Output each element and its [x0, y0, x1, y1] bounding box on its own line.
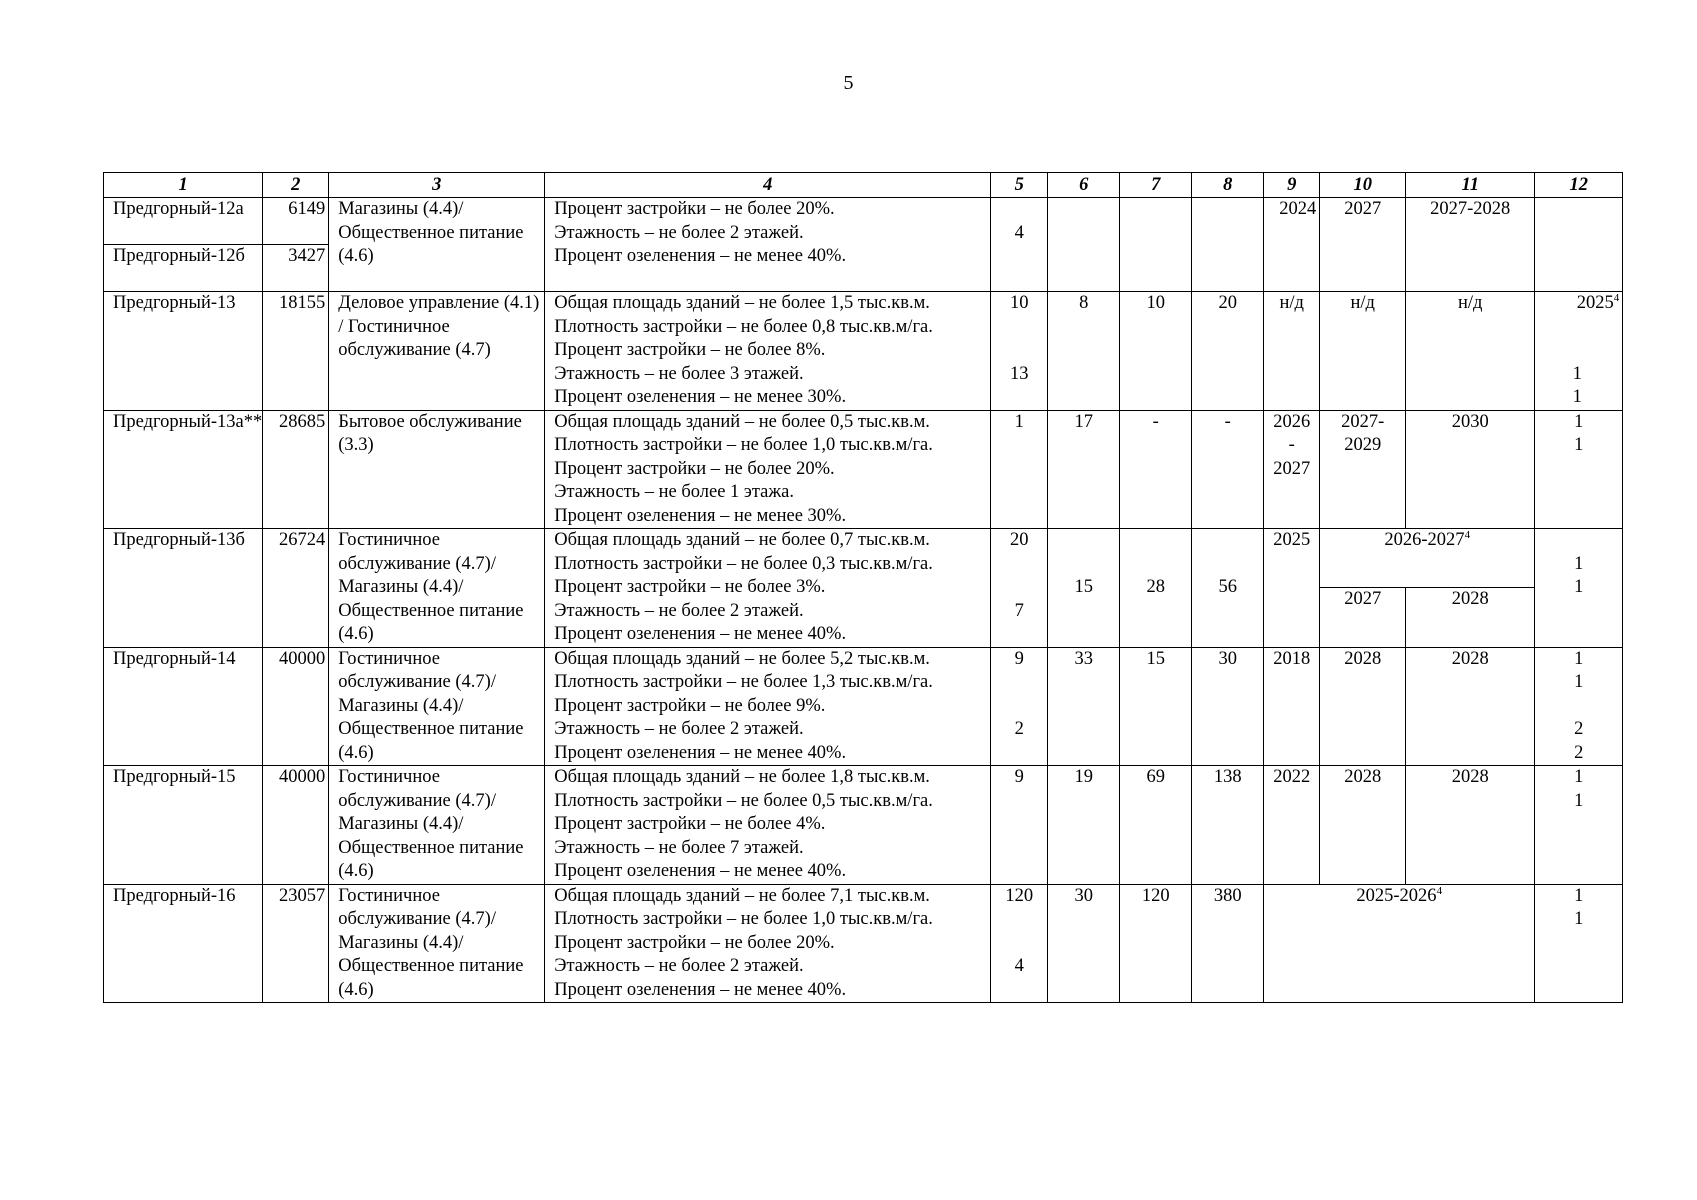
col12-line: 1 [1574, 767, 1584, 787]
col12-line: 1 [1574, 672, 1584, 692]
col10-11-merged [1320, 529, 1535, 588]
col8-cell: - [1192, 410, 1264, 529]
col7-cell: 15 [1120, 647, 1192, 766]
param-line: Плотность застройки – не более 1,0 тыс.кв.м/га. [554, 435, 933, 455]
col9-cell: 2022 [1264, 766, 1320, 885]
parcel-area: 26724 [263, 529, 329, 648]
column-header: 6 [1048, 173, 1120, 198]
building-params [545, 647, 991, 766]
building-params [545, 884, 991, 1003]
col6-cell: 19 [1048, 766, 1120, 885]
col12-line: 1 [1574, 553, 1584, 574]
col8-cell: 138 [1192, 766, 1264, 885]
table-row [104, 292, 1623, 411]
col5-line [991, 695, 1047, 719]
land-use: Гостиничное обслуживание (4.7)/ Магазины (4.4)/ Общественное питание (4.6) [329, 647, 545, 766]
col12-cell [1535, 410, 1623, 529]
parcel-name: Предгорный-14 [104, 647, 263, 766]
building-params [545, 410, 991, 529]
column-header: 3 [329, 173, 545, 198]
col5-line: 20 [1009, 530, 1029, 550]
col7-cell: 10 [1120, 292, 1192, 411]
col5-line: 4 [1014, 956, 1024, 976]
col6-cell: 30 [1048, 884, 1120, 1003]
col9-line: - [1288, 435, 1295, 455]
col5-cell [991, 647, 1048, 766]
col12-line: 1 [1574, 909, 1584, 929]
col8-cell: 380 [1192, 884, 1264, 1003]
col5-cell [991, 410, 1048, 529]
param-line: Общая площадь зданий – не более 5,2 тыс.кв.м. [554, 648, 930, 669]
column-header: 2 [263, 173, 329, 198]
col9-cell [1264, 410, 1320, 529]
table-row [104, 766, 1623, 885]
col5-line: 9 [1014, 767, 1024, 787]
parcel-name: Предгорный-12а [104, 198, 263, 245]
param-line: Этажность – не более 2 этажей. [554, 222, 804, 243]
col11-cell: 2027-2028 [1406, 198, 1535, 292]
table-row [104, 410, 1623, 529]
param-line: Плотность застройки – не более 1,0 тыс.кв.м/га. [554, 909, 933, 929]
col12-line: 1 [1572, 363, 1582, 384]
col12-cell [1535, 198, 1623, 292]
column-header: 5 [991, 173, 1048, 198]
land-use: Гостиничное обслуживание (4.7)/ Магазины (4.4)/ Общественное питание (4.6) [329, 766, 545, 885]
column-header: 7 [1120, 173, 1192, 198]
column-header: 1 [104, 173, 263, 198]
param-line: Общая площадь зданий – не более 7,1 тыс.кв.м. [554, 885, 930, 906]
land-use: Бытовое обслуживание (3.3) [329, 410, 545, 529]
col5-line [991, 339, 1047, 363]
col5-line [991, 553, 1047, 577]
col5-line: 4 [1014, 222, 1024, 243]
parcel-area: 28685 [263, 410, 329, 529]
col12-cell [1535, 647, 1623, 766]
column-header: 10 [1320, 173, 1406, 198]
col12-cell [1535, 529, 1623, 648]
param-line: Процент озеленения – не менее 40%. [554, 861, 847, 881]
column-header: 12 [1535, 173, 1623, 198]
param-line: Этажность – не более 1 этажа. [554, 482, 794, 502]
col12-line: 1 [1574, 411, 1584, 432]
building-params [545, 292, 991, 411]
col8-cell: 20 [1192, 292, 1264, 411]
col11-cell: 2028 [1406, 647, 1535, 766]
footnote-ref: 4 [1613, 292, 1620, 304]
col12-line: 1 [1572, 387, 1582, 407]
col5-line: 2 [1014, 719, 1024, 739]
col5-line [991, 908, 1047, 932]
col11-cell: 2030 [1406, 410, 1535, 529]
table-row [104, 884, 1623, 1003]
col10-cell: 2028 [1320, 766, 1406, 885]
col9-cell: 2018 [1264, 647, 1320, 766]
col5-line [991, 576, 1047, 600]
col10-cell [1320, 410, 1406, 529]
param-line: Общая площадь зданий – не более 1,8 тыс.кв.м. [554, 767, 930, 787]
building-params [545, 529, 991, 648]
param-line: Этажность – не более 2 этажей. [554, 600, 804, 621]
param-line: Процент застройки – не более 3%. [554, 577, 826, 597]
col9-line: 2026 [1273, 411, 1311, 432]
col12-cell [1535, 292, 1623, 411]
param-line: Процент застройки – не более 20%. [554, 932, 835, 953]
col9-11-merged [1264, 884, 1535, 1003]
col7-cell: - [1120, 410, 1192, 529]
col9-cell: н/д [1264, 292, 1320, 411]
param-line: Процент озеленения – не менее 30%. [554, 387, 847, 407]
col11-cell: 2028 [1406, 766, 1535, 885]
column-header: 8 [1192, 173, 1264, 198]
param-line: Плотность застройки – не более 0,3 тыс.кв.м/га. [554, 553, 933, 574]
col5-line [991, 316, 1047, 340]
col5-cell [991, 766, 1048, 885]
param-line: Этажность – не более 2 этажей. [554, 956, 804, 976]
col10-line: 2029 [1344, 435, 1382, 455]
parcel-area: 3427 [263, 245, 329, 292]
param-line: Общая площадь зданий – не более 1,5 тыс.кв.м. [554, 293, 930, 313]
param-line: Плотность застройки – не более 0,5 тыс.кв.м/га. [554, 790, 933, 811]
param-line: Общая площадь зданий – не более 0,7 тыс.кв.м. [554, 530, 930, 550]
parcel-area: 40000 [263, 766, 329, 885]
col10-cell: н/д [1320, 292, 1406, 411]
param-line: Этажность – не более 7 этажей. [554, 837, 804, 858]
param-line: Процент озеленения – не менее 40%. [554, 979, 847, 1000]
parcel-name: Предгорный-15 [104, 766, 263, 885]
col10-cell: 2027 [1320, 198, 1406, 292]
col5-cell [991, 884, 1048, 1003]
param-line: Общая площадь зданий – не более 0,5 тыс.кв.м. [554, 411, 930, 432]
land-use: Магазины (4.4)/ Общественное питание (4.6) [329, 198, 545, 292]
parcel-name: Предгорный-12б [104, 245, 263, 292]
column-header: 4 [545, 173, 991, 198]
land-use: Деловое управление (4.1) / Гостиничное обслуживание (4.7) [329, 292, 545, 411]
param-line: Процент застройки – не более 20%. [554, 199, 835, 219]
col8-cell [1192, 198, 1264, 292]
col9-cell: 2025 [1264, 529, 1320, 648]
building-params [545, 766, 991, 885]
col11-cell: н/д [1406, 292, 1535, 411]
parcel-area: 18155 [263, 292, 329, 411]
col11-cell: 2028 [1406, 588, 1535, 647]
col9-cell: 2024 [1264, 198, 1320, 292]
col5-cell [991, 292, 1048, 411]
col5-cell [991, 198, 1048, 292]
zoning-table [103, 172, 1623, 1003]
footnote-ref: 4 [1436, 884, 1443, 897]
col5-line [991, 932, 1047, 956]
col10-cell: 2027 [1320, 588, 1406, 647]
param-line: Процент застройки – не более 9%. [554, 695, 826, 716]
col6-cell: 15 [1048, 529, 1120, 648]
param-line: Процент озеленения – не менее 30%. [554, 505, 847, 526]
param-line: Процент застройки – не более 8%. [554, 340, 826, 360]
col7-cell: 69 [1120, 766, 1192, 885]
col12-line: 2 [1574, 742, 1584, 763]
col12-line: 1 [1574, 577, 1584, 597]
col12-line: 1 [1574, 885, 1584, 906]
col5-line [991, 198, 1047, 222]
col7-cell: 28 [1120, 529, 1192, 648]
param-line: Этажность – не более 3 этажей. [554, 363, 804, 384]
param-line: Плотность застройки – не более 0,8 тыс.кв.м/га. [554, 316, 933, 337]
col5-line: 1 [1014, 411, 1024, 432]
col12-line: 1 [1574, 790, 1584, 811]
parcel-name: Предгорный-13 [104, 292, 263, 411]
col12-line: 1 [1574, 435, 1584, 455]
parcel-name: Предгорный-13б [104, 529, 263, 648]
col9-line: 2027 [1273, 458, 1311, 479]
col6-cell: 8 [1048, 292, 1120, 411]
parcel-area: 23057 [263, 884, 329, 1003]
col8-cell: 56 [1192, 529, 1264, 648]
table-row [104, 529, 1623, 588]
col7-cell: 120 [1120, 884, 1192, 1003]
col10-cell: 2028 [1320, 647, 1406, 766]
parcel-name: Предгорный-13а** [104, 410, 263, 529]
col5-line: 9 [1014, 648, 1024, 669]
col8-cell: 30 [1192, 647, 1264, 766]
column-header: 9 [1264, 173, 1320, 198]
col12-line [1535, 339, 1619, 363]
col12-line: 1 [1574, 648, 1584, 669]
col6-cell: 33 [1048, 647, 1120, 766]
parcel-name: Предгорный-16 [104, 884, 263, 1003]
col5-cell [991, 529, 1048, 648]
col5-line: 7 [1014, 600, 1024, 621]
col12-year [1535, 292, 1619, 316]
col12-cell [1535, 884, 1623, 1003]
column-header: 11 [1406, 173, 1535, 198]
header-row [104, 173, 1623, 198]
building-params [545, 198, 991, 292]
col7-cell [1120, 198, 1192, 292]
col5-line: 120 [1005, 885, 1034, 906]
date-range: 2025-2026 [1356, 885, 1437, 906]
col12-line [1535, 529, 1622, 553]
col6-cell: 17 [1048, 410, 1120, 529]
footnote-ref: 4 [1464, 529, 1471, 541]
col6-cell [1048, 198, 1120, 292]
col10-line: 2027- [1341, 411, 1385, 432]
parcel-area: 40000 [263, 647, 329, 766]
param-line: Процент озеленения – не менее 40%. [554, 742, 847, 763]
col5-line [991, 671, 1047, 695]
param-line: Плотность застройки – не более 1,3 тыс.кв.м/га. [554, 672, 933, 692]
col12-line [1535, 316, 1619, 340]
param-line: Процент застройки – не более 20%. [554, 458, 835, 479]
land-use: Гостиничное обслуживание (4.7)/ Магазины (4.4)/ Общественное питание (4.6) [329, 529, 545, 648]
land-use: Гостиничное обслуживание (4.7)/ Магазины (4.4)/ Общественное питание (4.6) [329, 884, 545, 1003]
param-line: Этажность – не более 2 этажей. [554, 719, 804, 739]
table-row [104, 647, 1623, 766]
param-line: Процент застройки – не более 4%. [554, 814, 826, 834]
date-range: 2026-2027 [1384, 530, 1465, 550]
page-number: 5 [843, 72, 854, 94]
table-row [104, 198, 1623, 245]
year-text: 2025 [1576, 293, 1614, 313]
param-line: Процент озеленения – не менее 40%. [554, 246, 847, 266]
col12-line: 2 [1574, 719, 1584, 739]
param-line: Процент озеленения – не менее 40%. [554, 624, 847, 644]
col5-line: 13 [1009, 363, 1029, 384]
parcel-area: 6149 [263, 198, 329, 245]
col5-line: 10 [1009, 293, 1029, 313]
col12-line [1535, 695, 1622, 719]
col12-cell [1535, 766, 1623, 885]
